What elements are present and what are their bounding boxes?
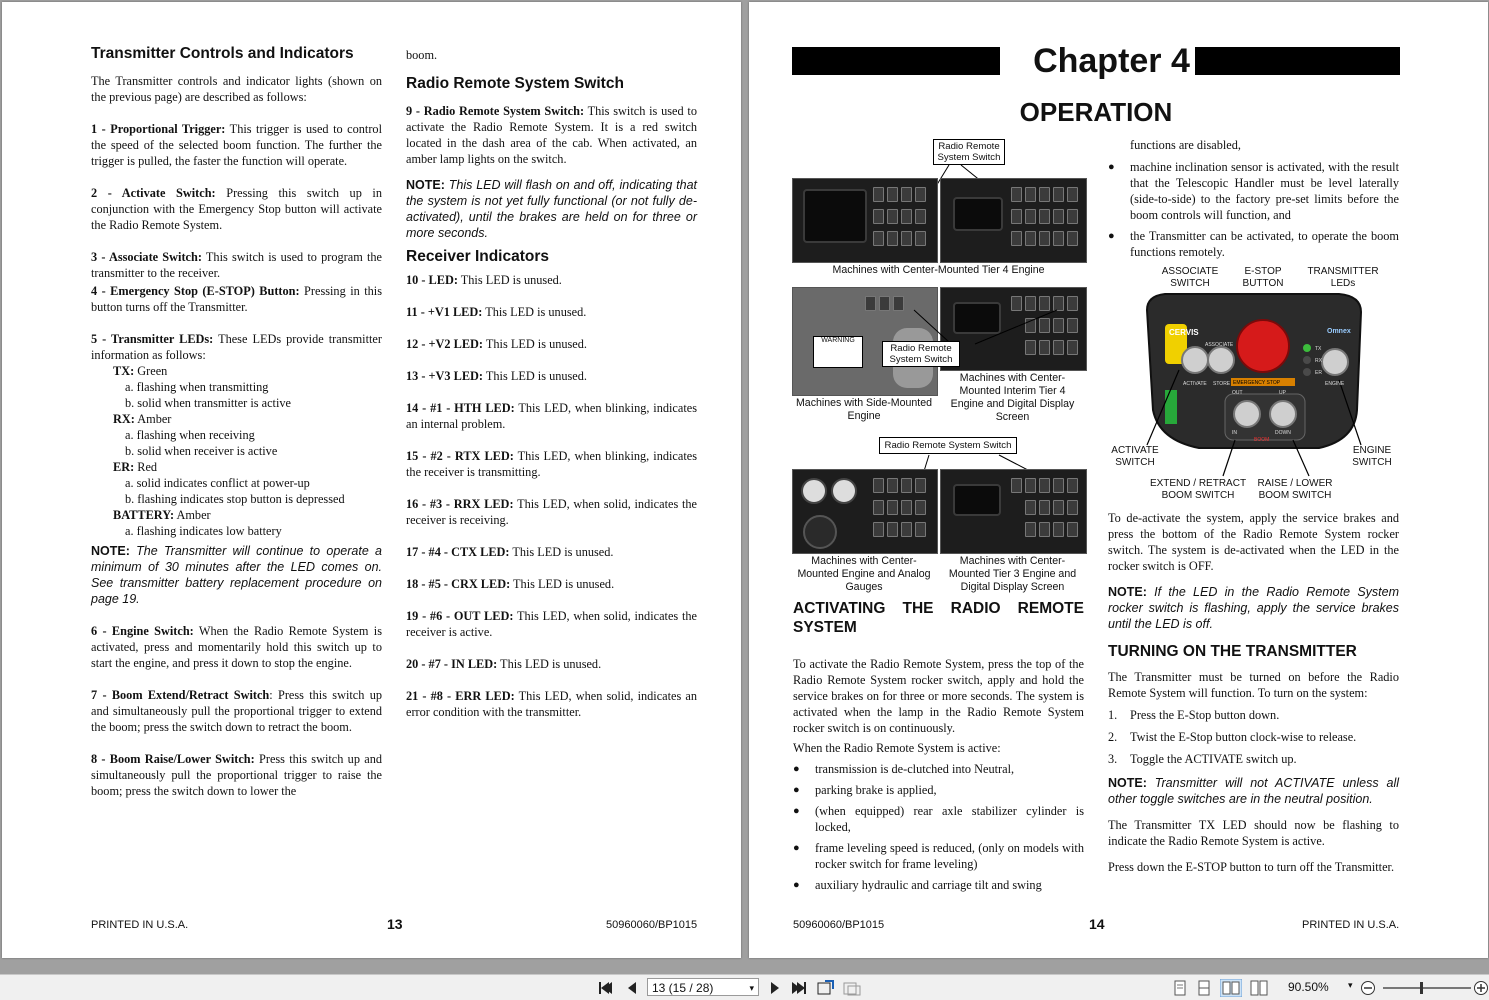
receiver-led-item: 11 - +V1 LED: This LED is unused. xyxy=(406,305,587,319)
sw-activate-text: ACTIVATE xyxy=(1183,381,1207,387)
receiver-led-item: 18 - #5 - CRX LED: This LED is unused. xyxy=(406,577,615,591)
label-engine: ENGINE SWITCH xyxy=(1352,445,1392,468)
viewer-toolbar xyxy=(0,974,1489,1000)
footer-right: 50960060/BP1015 xyxy=(606,919,698,931)
zoom-dropdown-icon[interactable]: ▾ xyxy=(1348,981,1353,991)
section-heading-activating: ACTIVATING THE RADIO REMOTE SYSTEM xyxy=(793,600,1084,636)
step-item: 3. Toggle the ACTIVATE switch up. xyxy=(1108,752,1297,766)
sw-associate-text: ASSOCIATE xyxy=(1205,342,1234,348)
led-note: NOTE: This LED will flash on and off, indicating that the system is not yet fully functional (or not fully de-activated), until the brakes are held on for three or more seconds. xyxy=(406,178,697,240)
transmitter-device xyxy=(1139,290,1369,490)
brand-cervis: CERVIS xyxy=(1169,328,1199,337)
footer-left: 50960060/BP1015 xyxy=(793,919,885,931)
bullet-item: ● (when equipped) rear axle stabilizer cylinder is locked, xyxy=(793,803,1084,835)
receiver-led-item: 14 - #1 - HTH LED: This LED, when blinking, indicates an internal problem. xyxy=(406,401,697,431)
right-column-1 xyxy=(793,599,1084,898)
step-item: 1. Press the E-Stop button down. xyxy=(1108,708,1280,722)
intro-paragraph: The Transmitter controls and indicator lights (shown on the previous page) are described as follows: xyxy=(91,74,382,104)
zoom-slider-thumb[interactable] xyxy=(1420,982,1423,994)
led-rx-text: RX xyxy=(1315,358,1322,364)
led-er-text: ER xyxy=(1315,370,1322,376)
bullet-item: ● parking brake is applied, xyxy=(793,782,1084,798)
zoom-in-icon[interactable] xyxy=(1473,980,1489,996)
zoom-out-icon[interactable] xyxy=(1360,980,1376,996)
callout-bottom: Radio Remote System Switch xyxy=(879,437,1017,454)
item-8: 8 - Boom Raise/Lower Switch: Press this switch up and simultaneously pull the proportional trigger to raise the boom; press the switch down to lower the xyxy=(91,752,382,798)
deactivate-note: NOTE: If the LED in the Radio Remote System rocker switch is flashing, apply the service brakes until the LED is off. xyxy=(1108,585,1399,631)
receiver-led-item: 13 - +V3 LED: This LED is unused. xyxy=(406,369,587,383)
led-tx-text: TX xyxy=(1315,346,1322,352)
tx-led-paragraph: The Transmitter TX LED should now be flashing to indicate the Radio Remote System is active. xyxy=(1108,818,1399,848)
next-page-icon[interactable] xyxy=(769,981,781,995)
left-column-2 xyxy=(406,47,697,736)
chapter-title: Chapter 4 xyxy=(1033,42,1190,80)
section-heading: Transmitter Controls and Indicators xyxy=(91,45,354,62)
last-page-icon[interactable] xyxy=(791,981,807,995)
callout-mid: Radio Remote System Switch xyxy=(882,341,960,367)
label-associate: ASSOCIATE SWITCH xyxy=(1161,266,1219,289)
active-bullet-list-cont xyxy=(1108,159,1399,260)
item-3: 3 - Associate Switch: This switch is used to program the transmitter to the receiver. xyxy=(91,250,382,280)
bullet-item: ● transmission is de-clutched into Neutral, xyxy=(793,761,1084,777)
label-extend: EXTEND / RETRACT BOOM SWITCH xyxy=(1149,478,1247,501)
item-9: 9 - Radio Remote System Switch: This switch is used to activate the Radio Remote System. It is a red switch located in the dash area of the cab. When activated, an amber lamp lights on the switch. xyxy=(406,104,697,166)
item-6: 6 - Engine Switch: When the Radio Remote System is activated, press and momentarily hold this switch up to start the engine, and press it down to stop the engine. xyxy=(91,624,382,670)
label-raise: RAISE / LOWER BOOM SWITCH xyxy=(1257,478,1333,501)
receiver-led-item: 10 - LED: This LED is unused. xyxy=(406,273,562,287)
page-13 xyxy=(2,2,741,958)
label-leds: TRANSMITTER LEDs xyxy=(1307,266,1379,289)
page-number: 13 xyxy=(387,916,403,932)
warning-label: WARNING xyxy=(813,336,863,368)
bullet-item: ● auxiliary hydraulic and carriage tilt and swing xyxy=(793,877,1084,893)
right-column-2 xyxy=(1108,137,1399,265)
continued-text: boom. xyxy=(406,48,438,62)
turning-on-paragraph: The Transmitter must be turned on before the Radio Remote System will function. To turn on the system: xyxy=(1108,670,1399,700)
bullet-item: ● the Transmitter can be activated, to operate the boom functions remotely. xyxy=(1108,228,1399,260)
active-bullet-list xyxy=(793,761,1084,893)
sw-in-text: IN xyxy=(1232,430,1237,436)
sw-up-text: UP xyxy=(1279,390,1286,396)
go-forward-view-icon[interactable] xyxy=(843,980,861,996)
estop-band-text: EMERGENCY STOP xyxy=(1233,380,1281,386)
footer-left: PRINTED IN U.S.A. xyxy=(91,919,189,931)
operation-title: OPERATION xyxy=(1019,97,1173,127)
section-heading-radio-switch: Radio Remote System Switch xyxy=(406,75,624,92)
callout-top: Radio Remote System Switch xyxy=(933,139,1005,165)
first-page-icon[interactable] xyxy=(598,981,614,995)
activating-paragraph: To activate the Radio Remote System, press the top of the Radio Remote System rocker switch, apply and hold the service brakes on for three or more seconds. The system is activated when the lamp in the Radio Remote System rocker switch is on continuously. xyxy=(793,657,1084,735)
sw-down-text: DOWN xyxy=(1275,430,1291,436)
active-intro: When the Radio Remote System is active: xyxy=(793,741,1001,755)
section-heading-turning-on: TURNING ON THE TRANSMITTER xyxy=(1108,643,1357,660)
receiver-led-item: 19 - #6 - OUT LED: This LED, when solid, indicates the receiver is active. xyxy=(406,609,697,639)
activate-note: NOTE: Transmitter will not ACTIVATE unless all other toggle switches are in the neutral position. xyxy=(1108,776,1399,806)
label-estop: E-STOP BUTTON xyxy=(1242,266,1284,289)
dash-panel-analog xyxy=(792,469,938,554)
sw-store-text: STORE xyxy=(1213,381,1231,387)
receiver-led-item: 20 - #7 - IN LED: This LED is unused. xyxy=(406,657,602,671)
item-5: 5 - Transmitter LEDs: These LEDs provide transmitter information as follows: TX: Green a. flashing when transmitting b. solid when transmitter is active RX: Amber a. flashing when receiving b. solid when receiver is active ER: Red a. solid indicates conflict at power-up b. flashing indicates stop button is depressed BATTERY: Amber a. flashing indicates low battery xyxy=(91,332,382,538)
turn-on-steps xyxy=(1108,707,1399,767)
caption-interim: Machines with Center-Mounted Interim Tier 4 Engine and Digital Display Screen xyxy=(950,372,1075,423)
item-1: 1 - Proportional Trigger: This trigger is used to control the speed of the selected boom function. The further the trigger is pulled, the faster the function will operate. xyxy=(91,122,382,168)
battery-note: NOTE: The Transmitter will continue to operate a minimum of 30 minutes after the LED comes on. See transmitter battery replacement procedure on page 19. xyxy=(91,544,382,606)
go-back-view-icon[interactable] xyxy=(817,980,835,996)
item-7: 7 - Boom Extend/Retract Switch: Press this switch up and simultaneously pull the proportional trigger to extend the boom; press the switch down to retract the boom. xyxy=(91,688,382,734)
single-page-view-icon[interactable] xyxy=(1173,980,1187,996)
step-item: 2. Twist the E-Stop button clock-wise to release. xyxy=(1108,730,1357,744)
chevron-down-icon: ▾ xyxy=(749,983,754,993)
dash-panel-tier3 xyxy=(940,469,1087,554)
prev-page-icon[interactable] xyxy=(626,981,638,995)
page-selector[interactable]: 13 (15 / 28) ▾ xyxy=(647,978,759,996)
bullet-item: ● machine inclination sensor is activated, with the result that the Telescopic Handler must be level laterally (side-to-side) to the factory pre-set limits before the boom controls will function, and xyxy=(1108,159,1399,223)
receiver-led-list xyxy=(406,272,697,720)
two-page-continuous-icon[interactable] xyxy=(1250,980,1268,996)
left-column-1 xyxy=(91,44,382,815)
section-heading-receiver: Receiver Indicators xyxy=(406,248,550,265)
boom-text: BOOM xyxy=(1254,437,1270,443)
caption-tier3: Machines with Center-Mounted Tier 3 Engine and Digital Display Screen xyxy=(948,555,1077,593)
page-number: 14 xyxy=(1089,916,1105,932)
bullet-item: ● frame leveling speed is reduced, (only on models with rocker switch for frame leveling) xyxy=(793,840,1084,872)
caption-side: Machines with Side-Mounted Engine xyxy=(795,397,933,422)
zoom-slider[interactable] xyxy=(1383,987,1471,989)
brand-omnex: Omnex xyxy=(1327,328,1351,335)
caption-tier4: Machines with Center-Mounted Tier 4 Engine xyxy=(832,264,1045,276)
estop-paragraph: Press down the E-STOP button to turn off the Transmitter. xyxy=(1108,860,1395,874)
label-activate: ACTIVATE SWITCH xyxy=(1111,445,1159,468)
dash-panel-tier4-b xyxy=(940,178,1087,263)
dash-panel-tier4-a xyxy=(792,178,938,263)
receiver-led-item: 12 - +V2 LED: This LED is unused. xyxy=(406,337,587,351)
caption-analog: Machines with Center-Mounted Engine and Analog Gauges xyxy=(797,555,931,593)
zoom-level[interactable]: 90.50% xyxy=(1288,980,1329,994)
two-page-view-icon[interactable] xyxy=(1220,979,1242,997)
item-2: 2 - Activate Switch: Pressing this switch up in conjunction with the Emergency Stop button will activate the Radio Remote System. xyxy=(91,186,382,232)
receiver-led-item: 15 - #2 - RTX LED: This LED, when blinking, indicates the receiver is transmitting. xyxy=(406,449,697,479)
item-4: 4 - Emergency Stop (E-STOP) Button: Pressing in this button turns off the Transmitter. xyxy=(91,284,382,314)
receiver-led-item: 21 - #8 - ERR LED: This LED, when solid, indicates an error condition with the transmitter. xyxy=(406,689,698,719)
receiver-led-item: 17 - #4 - CTX LED: This LED is unused. xyxy=(406,545,614,559)
right-column-2b xyxy=(1108,510,1399,875)
sw-out-text: OUT xyxy=(1232,390,1243,396)
footer-right: PRINTED IN U.S.A. xyxy=(1302,919,1400,931)
sw-engine-text: ENGINE xyxy=(1325,381,1345,387)
page-14 xyxy=(749,2,1488,958)
continuous-view-icon[interactable] xyxy=(1197,980,1211,996)
receiver-led-item: 16 - #3 - RRX LED: This LED, when solid, indicates the receiver is receiving. xyxy=(406,497,697,527)
continued-text: functions are disabled, xyxy=(1130,138,1241,152)
deactivate-paragraph: To de-activate the system, apply the service brakes and press the bottom of the Radio Remote System rocker switch. The system is de-activated when the LED in the rocker switch is OFF. xyxy=(1108,511,1399,573)
